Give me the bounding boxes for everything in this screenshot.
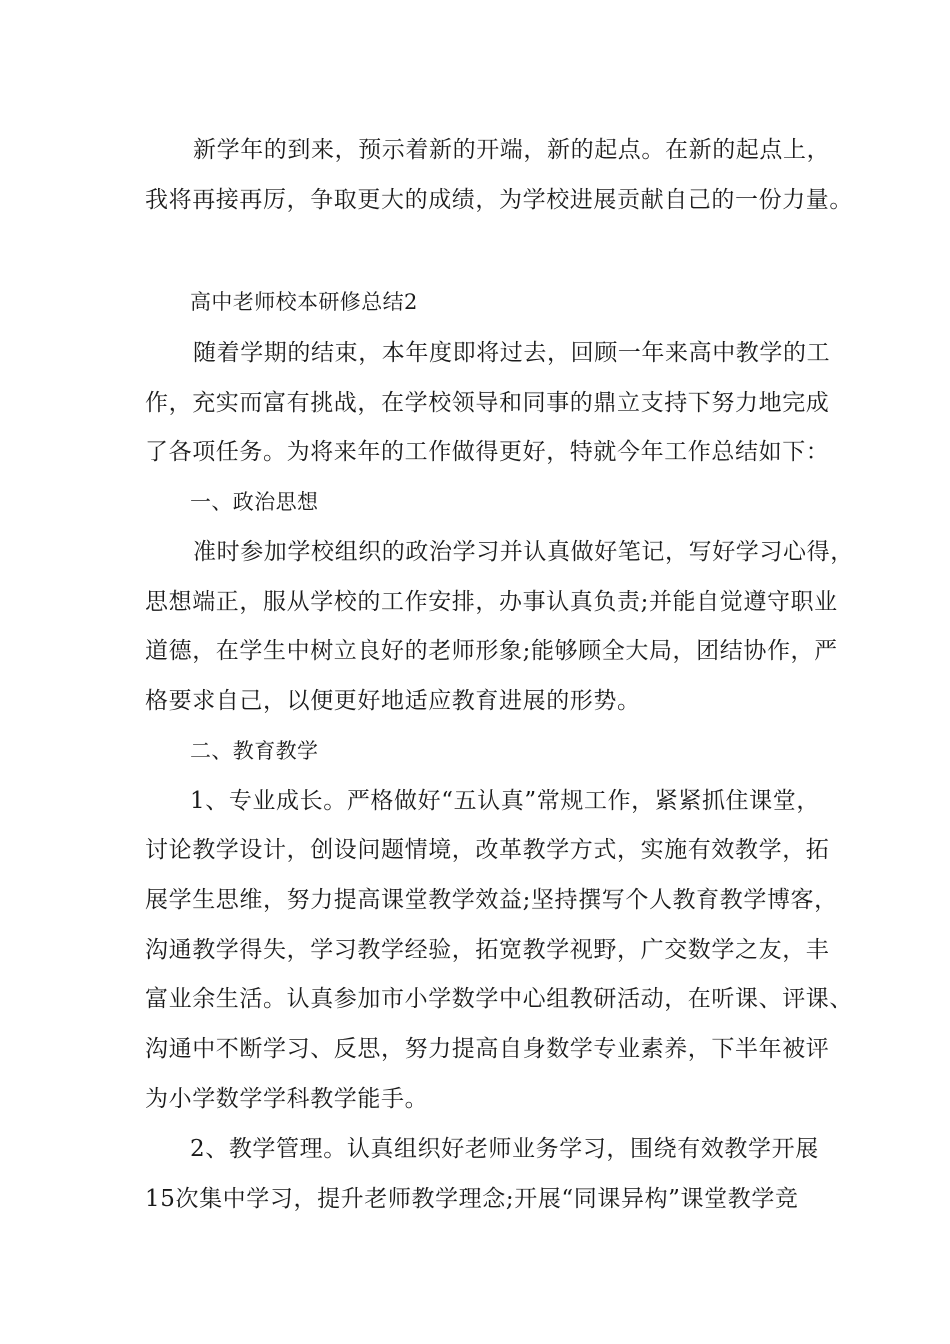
opening-line-2: 作，充实而富有挑战，在学校领导和同事的鼎立支持下努力地完成 bbox=[145, 390, 830, 416]
growth-line-7: 为小学数学学科教学能手。 bbox=[145, 1086, 429, 1112]
section-title: 高中老师校本研修总结2 bbox=[190, 290, 418, 314]
politics-line-4: 格要求自己，以便更好地适应教育进展的形势。 bbox=[145, 688, 641, 714]
management-line-2: 15次集中学习，提升老师教学理念;开展“同课异构”课堂教学竞 bbox=[145, 1186, 799, 1212]
growth-line-4: 沟通教学得失，学习教学经验，拓宽教学视野，广交数学之友，丰 bbox=[145, 937, 830, 963]
opening-line-3: 了各项任务。为将来年的工作做得更好，特就今年工作总结如下： bbox=[145, 439, 830, 465]
intro-line-2: 我将再接再厉，争取更大的成绩，为学校进展贡献自己的一份力量。 bbox=[145, 187, 853, 213]
opening-line-1: 随着学期的结束，本年度即将过去，回顾一年来高中教学的工 bbox=[193, 340, 831, 366]
growth-line-1: 1、专业成长。严格做好“五认真”常规工作，紧紧抓住课堂， bbox=[190, 788, 820, 814]
politics-line-1: 准时参加学校组织的政治学习并认真做好笔记，写好学习心得， bbox=[193, 539, 854, 565]
politics-line-3: 道德，在学生中树立良好的老师形象;能够顾全大局，团结协作，严 bbox=[145, 638, 838, 664]
growth-line-3: 展学生思维，努力提高课堂教学效益;坚持撰写个人教育教学博客， bbox=[145, 887, 838, 913]
intro-line-1: 新学年的到来，预示着新的开端，新的起点。在新的起点上， bbox=[193, 137, 831, 163]
heading-teaching: 二、教育教学 bbox=[190, 739, 319, 763]
politics-line-2: 思想端正，服从学校的工作安排，办事认真负责;并能自觉遵守职业 bbox=[145, 589, 838, 615]
growth-line-2: 讨论教学设计，创设问题情境，改革教学方式，实施有效教学，拓 bbox=[145, 837, 830, 863]
growth-line-5: 富业余生活。认真参加市小学数学中心组教研活动，在听课、评课、 bbox=[145, 986, 853, 1012]
growth-line-6: 沟通中不断学习、反思，努力提高自身数学专业素养，下半年被评 bbox=[145, 1036, 830, 1062]
heading-politics: 一、政治思想 bbox=[190, 490, 319, 514]
management-line-1: 2、教学管理。认真组织好老师业务学习，围绕有效教学开展 bbox=[190, 1136, 819, 1162]
